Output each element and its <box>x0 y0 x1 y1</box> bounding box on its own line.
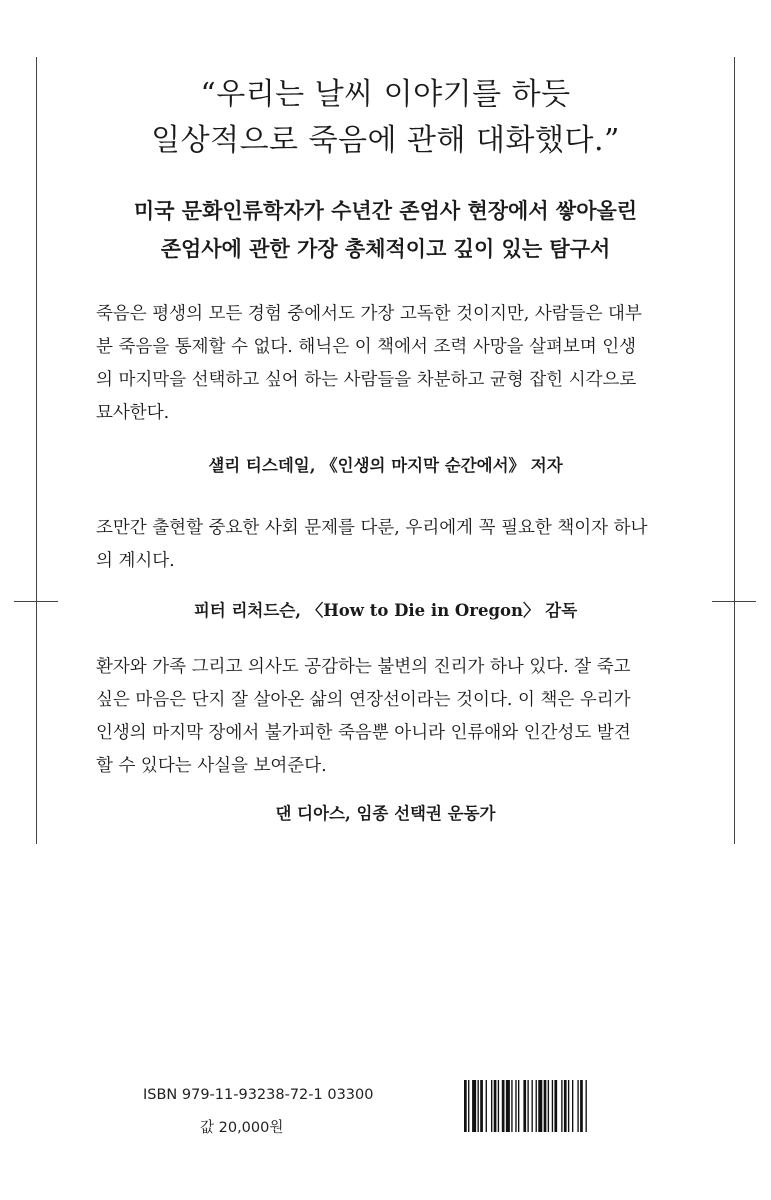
price-text: 값 20,000원 <box>200 1120 284 1136</box>
review-text <box>96 512 676 578</box>
review-attribution: 피터 리처드슨, 〈How to Die in Oregon〉 감독 <box>193 601 578 620</box>
headline-line: 일상적으로 죽음에 관해 대화했다.” <box>151 123 620 158</box>
isbn-text: ISBN 979-11-93238-72-1 03300 <box>143 1087 374 1103</box>
review-line: 할 수 있다는 사실을 보여준다. <box>96 756 327 776</box>
subtitle-line: 미국 문화인류학자가 수년간 존엄사 현장에서 쌓아올린 <box>133 199 638 223</box>
review-line: 의 마지막을 선택하고 싶어 하는 사람들을 차분하고 균형 잡힌 시각으로 <box>96 370 637 390</box>
review-attribution: 섈리 티스데일, 《인생의 마지막 순간에서》 저자 <box>208 456 563 475</box>
review-line: 분 죽음을 통제할 수 없다. 해닉은 이 책에서 조력 사망을 살펴보며 인생 <box>96 337 637 357</box>
subtitle-line: 존엄사에 관한 가장 총체적이고 깊이 있는 탐구서 <box>160 237 611 261</box>
review-line: 조만간 출현할 중요한 사회 문제를 다룬, 우리에게 꼭 필요한 책이자 하나 <box>96 518 648 538</box>
review-line: 인생의 마지막 장에서 불가피한 죽음뿐 아니라 인류애와 인간성도 발견 <box>96 723 631 743</box>
barcode-icon <box>463 1080 623 1132</box>
review-line: 죽음은 평생의 모든 경험 중에서도 가장 고독한 것이지만, 사람들은 대부 <box>96 304 642 324</box>
review-text <box>96 298 676 430</box>
right-trim-line <box>734 57 735 844</box>
review-line: 환자와 가족 그리고 의사도 공감하는 불변의 진리가 하나 있다. 잘 죽고 <box>96 657 631 677</box>
review-attribution: 댄 디아스, 임종 선택권 운동가 <box>275 804 496 823</box>
headline-quote <box>0 72 771 164</box>
left-trim-line <box>36 57 37 844</box>
review-line: 묘사한다. <box>96 403 170 423</box>
review-line: 의 계시다. <box>96 551 175 571</box>
review-line: 싶은 마음은 단지 잘 살아온 삶의 연장선이라는 것이다. 이 책은 우리가 <box>96 690 631 710</box>
review-text <box>96 651 676 783</box>
subtitle <box>0 192 771 268</box>
headline-line: “우리는 날씨 이야기를 하듯 <box>200 77 571 112</box>
